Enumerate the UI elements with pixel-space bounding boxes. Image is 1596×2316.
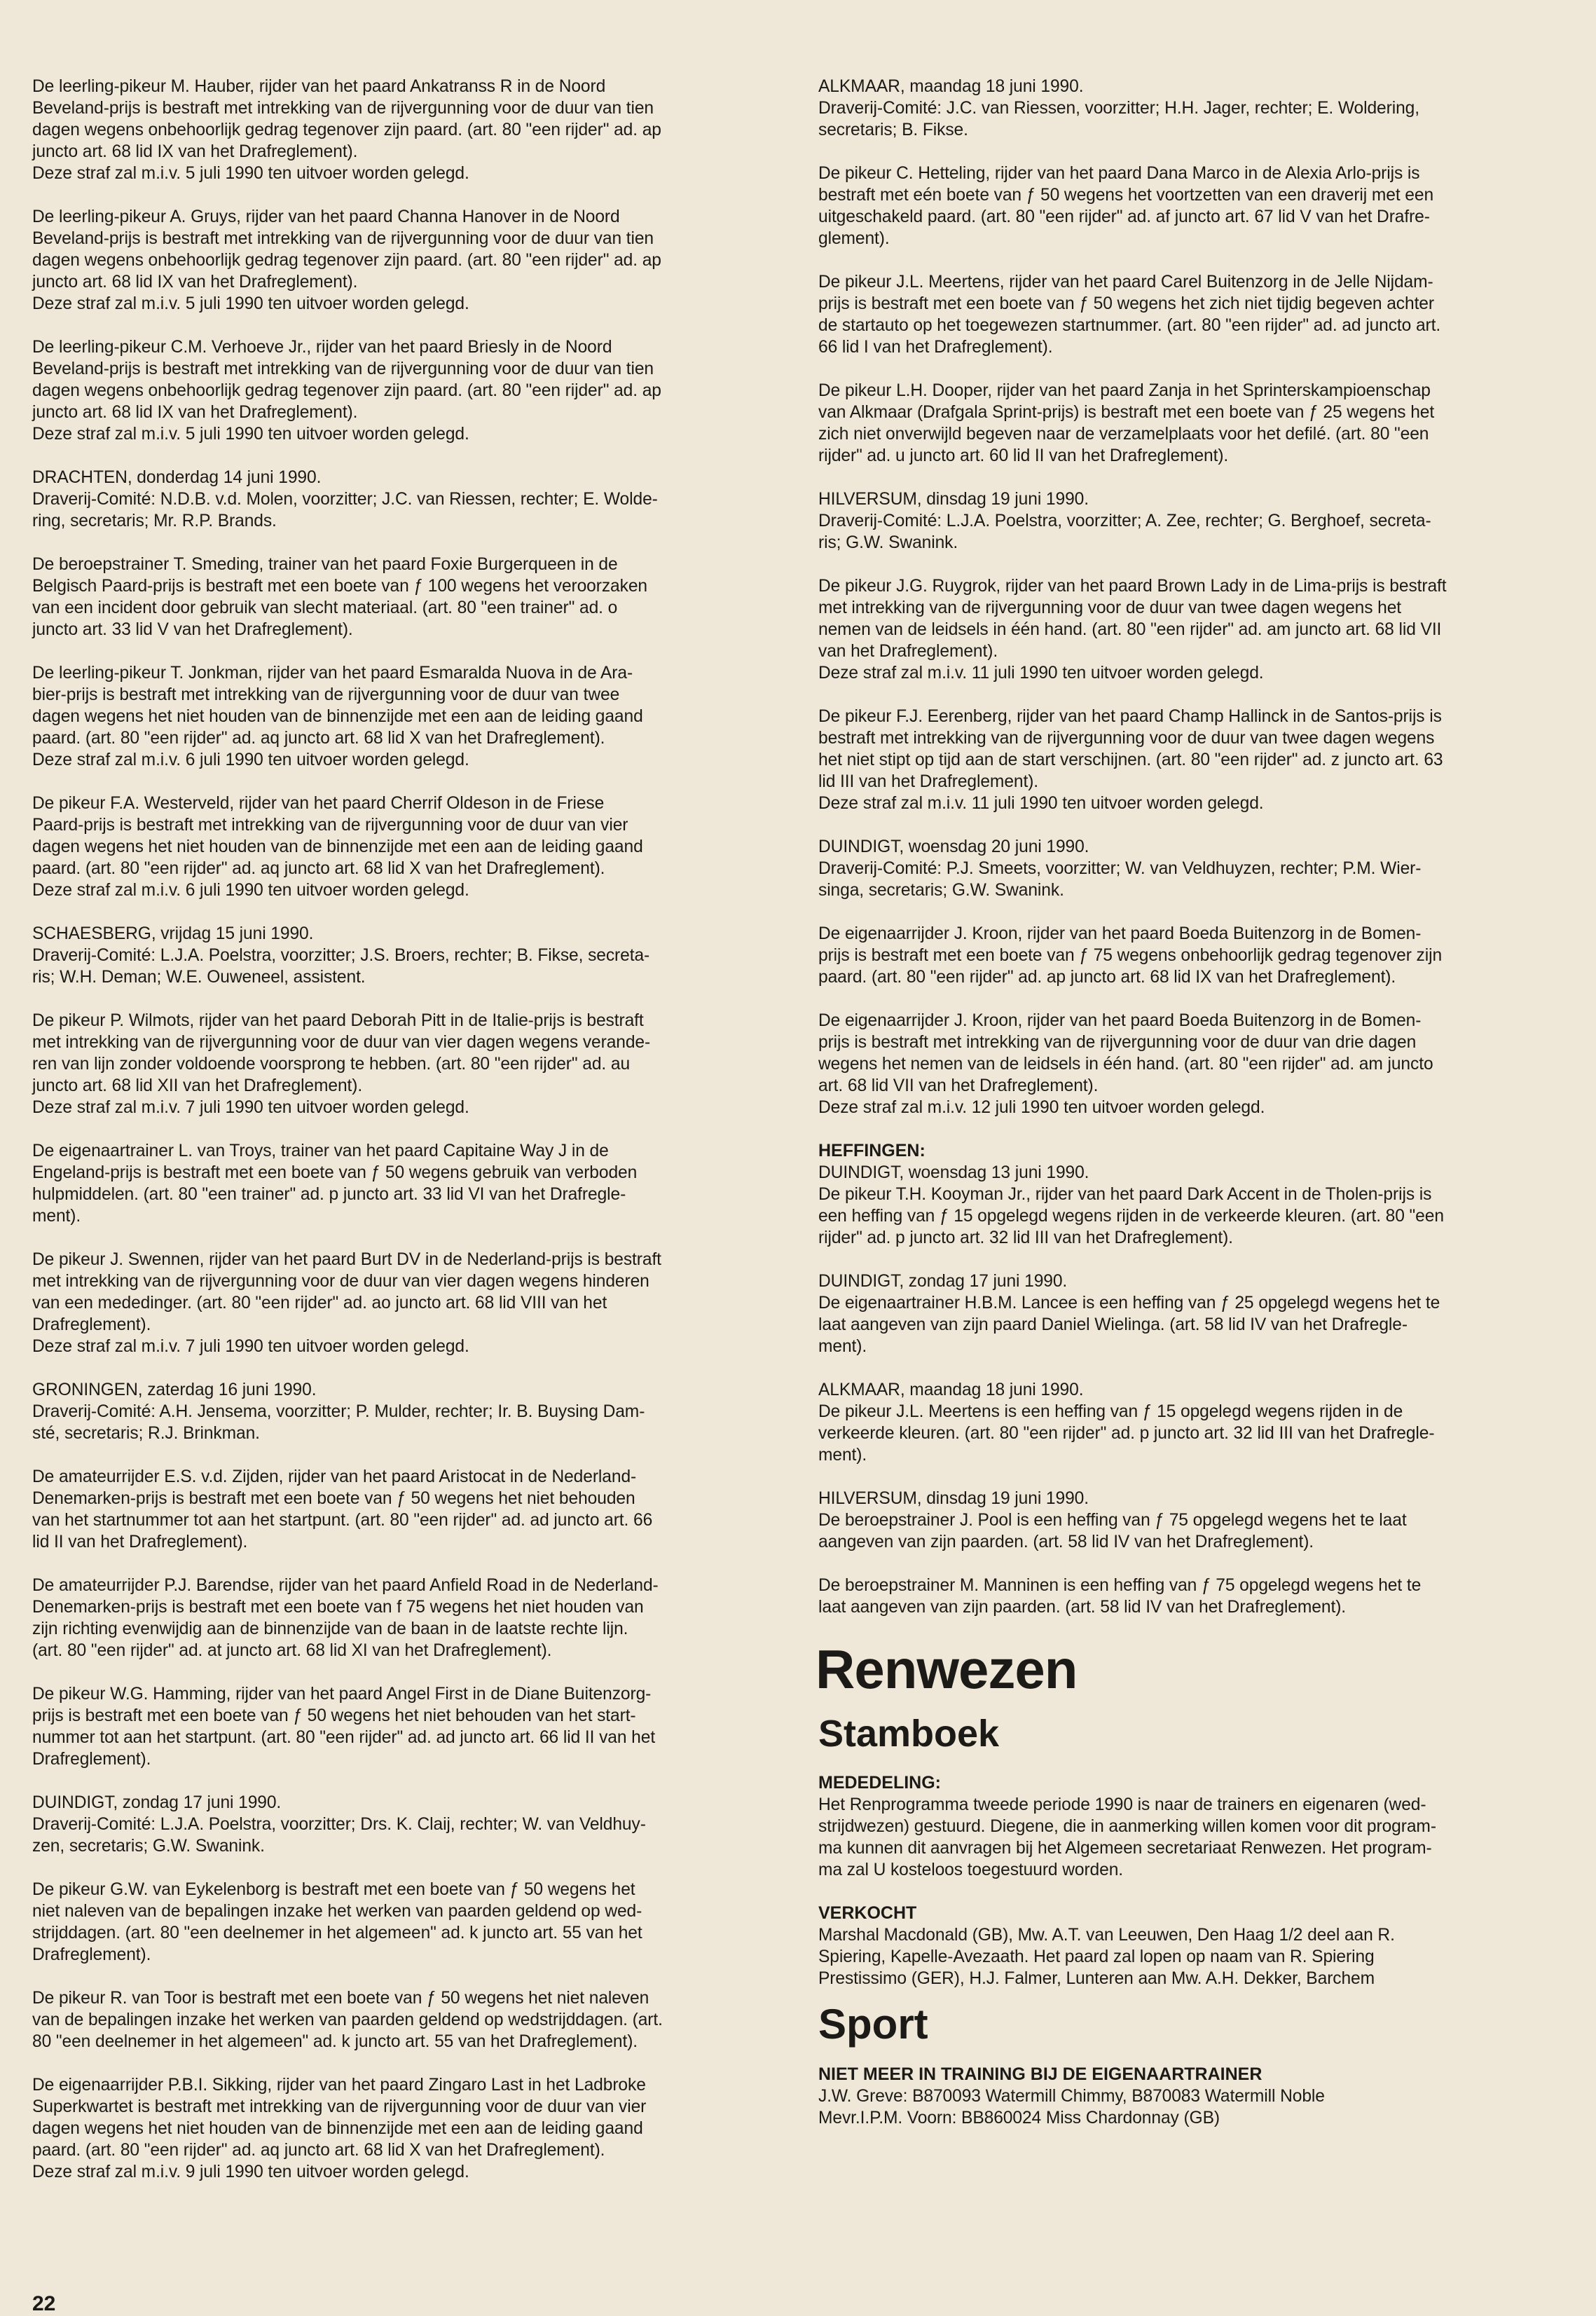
mededeling-text: Het Renprogramma tweede periode 1990 is naar de trainers en eigenaren (wed- strijdwezen) gestuurd. Diegene, die in aanmerking willen komen voor dit program- ma kunnen dit aanvragen bij het Algemeen secretariaat Renwezen. Het program- ma zal U kosteloos toegestuurd worden. (818, 1795, 1436, 1879)
niet-meer-text: J.W. Greve: B870093 Watermill Chimmy, B870083 Watermill Noble Mevr.I.P.M. Voorn: BB860024 Miss Chardonnay (GB) (818, 2087, 1325, 2127)
levy-paragraph: DUINDIGT, zondag 17 juni 1990. De eigenaartrainer H.B.M. Lancee is een heffing van ƒ 25 opgelegd wegens het te laat aangeven van zijn paard Daniel Wielinga. (art. 58 lid IV van het Drafregle- ment). (818, 1272, 1440, 1356)
ruling-paragraph: De eigenaarrijder J. Kroon, rijder van het paard Boeda Buitenzorg in de Bomen- prijs is bestraft met een boete van ƒ 75 wegens onbehoorlijk gedrag tegenover zijn paard. (art. 80 "een rijder" ad. ap juncto art. 68 lid IX van het Drafreglement). (818, 924, 1443, 987)
page-number: 22 (32, 2292, 56, 2315)
ruling-paragraph: De pikeur P. Wilmots, rijder van het paard Deborah Pitt in de Italie-prijs is bestraft met intrekking van de rijvergunning voor de duur van vier dagen wegens verande- ren van lijn zonder voldoende voorsprong te hebben. (art. 80 "een rijder" ad. au juncto art. 68 lid XII van het Drafreglement). Deze straf zal m.i.v. 7 juli 1990 ten uitvoer worden gelegd. (32, 1011, 651, 1117)
left-column (32, 76, 768, 2205)
levy-paragraph: ALKMAAR, maandag 18 juni 1990. De pikeur J.L. Meertens is een heffing van ƒ 15 opgelegd wegens rijden in de verkeerde kleuren. (art. 80 "een rijder" ad. p juncto art. 32 lid III van het Drafregle- ment). (818, 1380, 1435, 1465)
ruling-paragraph: De eigenaartrainer L. van Troys, trainer van het paard Capitaine Way J in de Engeland-prijs is bestraft met een boete van ƒ 50 wegens gebruik van verboden hulpmiddelen. (art. 80 "een trainer" ad. p juncto art. 33 lid VI van het Drafregle- ment). (32, 1142, 638, 1226)
ruling-paragraph: De pikeur C. Hetteling, rijder van het paard Dana Marco in de Alexia Arlo-prijs is bestraft met eén boete van ƒ 50 wegens het voortzetten van een draverij met een uitgeschakeld paard. (art. 80 "een rijder" ad. af juncto art. 67 lid V van het Drafre- glement). (818, 164, 1434, 248)
meeting-header: SCHAESBERG, vrijdag 15 juni 1990. Draverij-Comité: L.J.A. Poelstra, voorzitter; J.S. Broers, rechter; B. Fikse, secreta- ris; W.H. Deman; W.E. Ouweneel, assistent. (32, 924, 650, 987)
ruling-paragraph: De pikeur F.J. Eerenberg, rijder van het paard Champ Hallinck in de Santos-prijs is bestraft met intrekking van de rijvergunning voor de duur van twee dagen wegens het niet stipt op tijd aan de start verschijnen. (art. 80 "een rijder" ad. z juncto art. 63 lid III van het Drafreglement). Deze straf zal m.i.v. 11 juli 1990 ten uitvoer worden gelegd. (818, 707, 1443, 813)
meeting-header: DRACHTEN, donderdag 14 juni 1990. Draverij-Comité: N.D.B. v.d. Molen, voorzitter; J.C. van Riessen, rechter; E. Wolde- ring, secretaris; Mr. R.P. Brands. (32, 468, 658, 530)
verkocht-text: Marshal Macdonald (GB), Mw. A.T. van Leeuwen, Den Haag 1/2 deel aan R. Spiering, Kapelle-Avezaath. Het paard zal lopen op naam van R. Spiering Prestissimo (GER), H.J. Falmer, Lunteren aan Mw. A.H. Dekker, Barchem (818, 1926, 1395, 1988)
ruling-paragraph: De leerling-pikeur A. Gruys, rijder van het paard Channa Hanover in de Noord Beveland-prijs is bestraft met intrekking van de rijvergunning voor de duur van tien dagen wegens onbehoorlijk gedrag tegenover zijn paard. (art. 80 "een rijder" ad. ap juncto art. 68 lid IX van het Drafreglement). Deze straf zal m.i.v. 5 juli 1990 ten uitvoer worden gelegd. (32, 207, 661, 313)
levy-paragraph: DUINDIGT, woensdag 13 juni 1990. De pikeur T.H. Kooyman Jr., rijder van het paard Dark Accent in de Tholen-prijs is een heffing van ƒ 15 opgelegd wegens rijden in de verkeerde kleuren. (art. 80 "een rijder" ad. p juncto art. 32 lid III van het Drafreglement). (818, 1163, 1444, 1247)
sport-heading: Sport (818, 2001, 928, 2048)
niet-meer-label: NIET MEER IN TRAINING BIJ DE EIGENAARTRAINER (818, 2064, 1263, 2084)
ruling-paragraph: De pikeur W.G. Hamming, rijder van het paard Angel First in de Diane Buitenzorg- prijs is bestraft met een boete van ƒ 50 wegens het niet behouden van het start- nummer tot aan het startpunt. (art. 80 "een rijder" ad. ad juncto art. 66 lid II van het Drafreglement). (32, 1685, 656, 1769)
ruling-paragraph: De pikeur J.L. Meertens, rijder van het paard Carel Buitenzorg in de Jelle Nijdam- prijs is bestraft met een boete van ƒ 50 wegens het zich niet tijdig begeven achter de startauto op het toegewezen startnummer. (art. 80 "een rijder" ad. ad juncto art. 66 lid I van het Drafreglement). (818, 273, 1441, 357)
ruling-paragraph: De beroepstrainer T. Smeding, trainer van het paard Foxie Burgerqueen in de Belgisch Paard-prijs is bestraft met een boete van ƒ 100 wegens het veroorzaken van een incident door gebruik van slecht materiaal. (art. 80 "een trainer" ad. o juncto art. 33 lid V van het Drafreglement). (32, 555, 647, 639)
ruling-paragraph: De amateurrijder E.S. v.d. Zijden, rijder van het paard Aristocat in de Nederland- Denemarken-prijs is bestraft met een boete van ƒ 50 wegens het niet behouden van het startnummer tot aan het startpunt. (art. 80 "een rijder" ad. ad juncto art. 66 lid II van het Drafreglement). (32, 1467, 653, 1551)
ruling-paragraph: De leerling-pikeur M. Hauber, rijder van het paard Ankatranss R in de Noord Beveland-prijs is bestraft met intrekking van de rijvergunning voor de duur van tien dagen wegens onbehoorlijk gedrag tegenover zijn paard. (art. 80 "een rijder" ad. ap juncto art. 68 lid IX van het Drafreglement). Deze straf zal m.i.v. 5 juli 1990 ten uitvoer worden gelegd. (32, 77, 661, 183)
right-column (818, 76, 1568, 2151)
renwezen-heading: Renwezen (816, 1638, 1078, 1700)
ruling-paragraph: De pikeur R. van Toor is bestraft met een boete van ƒ 50 wegens het niet naleven van de bepalingen inzake het werken van paarden geldend op wedstrijddagen. (art. 80 "een deelnemer in het algemeen" ad. k juncto art. 55 van het Drafreglement). (32, 1989, 663, 2051)
meeting-header: HILVERSUM, dinsdag 19 juni 1990. Draverij-Comité: L.J.A. Poelstra, voorzitter; A. Zee, rechter; G. Berghoef, secreta- ris; G.W. Swanink. (818, 490, 1431, 552)
ruling-paragraph: De eigenaarrijder P.B.I. Sikking, rijder van het paard Zingaro Last in het Ladbroke Superkwartet is bestraft met intrekking van de rijvergunning voor de duur van vier dagen wegens het niet houden van de binnenzijde met een aan de leiding gaand paard. (art. 80 "een rijder" ad. aq juncto art. 68 lid X van het Drafreglement). Deze straf zal m.i.v. 9 juli 1990 ten uitvoer worden gelegd. (32, 2076, 647, 2181)
ruling-paragraph: De amateurrijder P.J. Barendse, rijder van het paard Anfield Road in de Nederland- Denemarken-prijs is bestraft met een boete van f 75 wegens het niet houden van zijn richting evenwijdig aan de binnenzijde van de baan in de laatste rechte lijn. (art. 80 "een rijder" ad. at juncto art. 68 lid XI van het Drafreglement). (32, 1576, 659, 1660)
levy-paragraph: De beroepstrainer M. Manninen is een heffing van ƒ 75 opgelegd wegens het te laat aangeven van zijn paarden. (art. 58 lid IV van het Drafreglement). (818, 1576, 1422, 1617)
mededeling-label: MEDEDELING: (818, 1773, 941, 1793)
ruling-paragraph: De eigenaarrijder J. Kroon, rijder van het paard Boeda Buitenzorg in de Bomen- prijs is bestraft met intrekking van de rijvergunning voor de duur van drie dagen wegens het nemen van de leidsels in één hand. (art. 80 "een rijder" ad. am juncto art. 68 lid VII van het Drafreglement). Deze straf zal m.i.v. 12 juli 1990 ten uitvoer worden gelegd. (818, 1011, 1433, 1117)
ruling-paragraph: De pikeur J. Swennen, rijder van het paard Burt DV in de Nederland-prijs is bestraft met intrekking van de rijvergunning voor de duur van vier dagen wegens hinderen van een mededinger. (art. 80 "een rijder" ad. ao juncto art. 68 lid VIII van het Drafreglement). Deze straf zal m.i.v. 7 juli 1990 ten uitvoer worden gelegd. (32, 1250, 661, 1356)
meeting-header: GRONINGEN, zaterdag 16 juni 1990. Draverij-Comité: A.H. Jensema, voorzitter; P. Mulder, rechter; Ir. B. Buysing Dam- sté, secretaris; R.J. Brinkman. (32, 1380, 645, 1443)
ruling-paragraph: De leerling-pikeur T. Jonkman, rijder van het paard Esmaralda Nuova in de Ara- bier-prijs is bestraft met intrekking van de rijvergunning voor de duur van twee dagen wegens het niet houden van de binnenzijde met een aan de leiding gaand paard. (art. 80 "een rijder" ad. aq juncto art. 68 lid X van het Drafreglement). Deze straf zal m.i.v. 6 juli 1990 ten uitvoer worden gelegd. (32, 664, 643, 769)
meeting-header: DUINDIGT, zondag 17 juni 1990. Draverij-Comité: L.J.A. Poelstra, voorzitter; Drs. K. Claij, rechter; W. van Veldhuy- zen, secretaris; G.W. Swanink. (32, 1793, 646, 1856)
meeting-header: ALKMAAR, maandag 18 juni 1990. Draverij-Comité: J.C. van Riessen, voorzitter; H.H. Jager, rechter; E. Woldering, secretaris; B. Fikse. (818, 77, 1419, 139)
stamboek-heading: Stamboek (818, 1713, 1000, 1755)
verkocht-label: VERKOCHT (818, 1903, 917, 1923)
ruling-paragraph: De pikeur L.H. Dooper, rijder van het paard Zanja in het Sprinterskampioenschap van Alkmaar (Drafgala Sprint-prijs) is bestraft met een boete van ƒ 25 wegens het zich niet onverwijld begeven naar de verzamelplaats voor het defilé. (art. 80 "een rijder" ad. u juncto art. 60 lid II van het Drafreglement). (818, 381, 1435, 465)
ruling-paragraph: De leerling-pikeur C.M. Verhoeve Jr., rijder van het paard Briesly in de Noord Beveland-prijs is bestraft met intrekking van de rijvergunning voor de duur van tien dagen wegens onbehoorlijk gedrag tegenover zijn paard. (art. 80 "een rijder" ad. ap juncto art. 68 lid IX van het Drafreglement). Deze straf zal m.i.v. 5 juli 1990 ten uitvoer worden gelegd. (32, 338, 661, 444)
meeting-header: DUINDIGT, woensdag 20 juni 1990. Draverij-Comité: P.J. Smeets, voorzitter; W. van Veldhuyzen, rechter; P.M. Wier- singa, secretaris; G.W. Swanink. (818, 837, 1422, 900)
ruling-paragraph: De pikeur J.G. Ruygrok, rijder van het paard Brown Lady in de Lima-prijs is bestraft met intrekking van de rijvergunning voor de duur van twee dagen wegens het nemen van de leidsels in één hand. (art. 80 "een rijder" ad. am juncto art. 68 lid VII van het Drafreglement). Deze straf zal m.i.v. 11 juli 1990 ten uitvoer worden gelegd. (818, 577, 1447, 683)
heffingen-label: HEFFINGEN: (818, 1141, 926, 1160)
ruling-paragraph: De pikeur F.A. Westerveld, rijder van het paard Cherrif Oldeson in de Friese Paard-prijs is bestraft met intrekking van de rijvergunning voor de duur van vier dagen wegens het niet houden van de binnenzijde met een aan de leiding gaand paard. (art. 80 "een rijder" ad. aq juncto art. 68 lid X van het Drafreglement). Deze straf zal m.i.v. 6 juli 1990 ten uitvoer worden gelegd. (32, 794, 643, 900)
levy-paragraph: HILVERSUM, dinsdag 19 juni 1990. De beroepstrainer J. Pool is een heffing van ƒ 75 opgelegd wegens het te laat aangeven van zijn paarden. (art. 58 lid IV van het Drafreglement). (818, 1489, 1407, 1551)
ruling-paragraph: De pikeur G.W. van Eykelenborg is bestraft met een boete van ƒ 50 wegens het niet naleven van de bepalingen inzake het werken van paarden geldend op wed- strijddagen. (art. 80 "een deelnemer in het algemeen" ad. k juncto art. 55 van het Drafreglement). (32, 1880, 642, 1964)
